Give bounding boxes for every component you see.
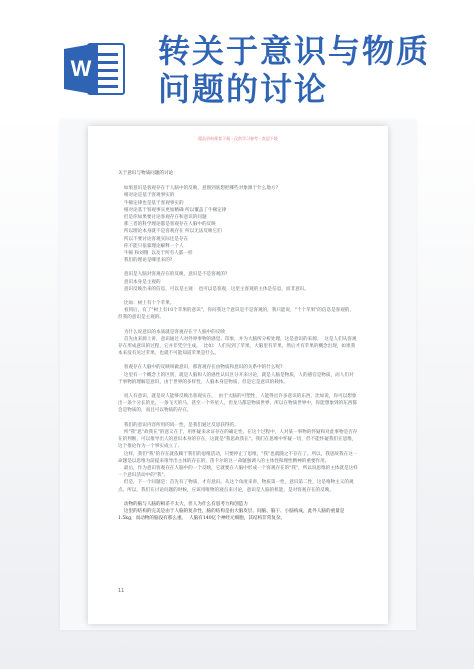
document-paragraph: 比如：树上有十个苹果。 看到后，有了"树上有10个苹果的意识"，你问我这个意识是不是客观的，我只能说，"十个苹果"的信息是客观的，但我的意识是主观的。: [118, 301, 355, 321]
word-logo-letter: W: [70, 56, 92, 81]
document-paragraph: 如果意识是客观存在于人脑中的反映，意图到底想把哪些对象源于什么地方? 相对论是基于客观事实的 牛顿定律也是基于客观事实的 相对论基于客观事实更加精确 所以覆盖了牛顿定律 但是你如果要讨论客观存在和意识的问题 那三者的科学理论都是客观存在人脑中的反映 所以理论本身就不是客观存在 所以无法反映它们 所以不要讨论客观实际还是存在 你不能只依靠理论解释一个人 牛顿 和刘翔 以及于所有人都一样 我们的理论是哪里来的?: [123, 186, 278, 264]
page-number: 11: [118, 588, 125, 594]
document-paragraph: 意识是人脑对客观存在的反映，意识是不是客观的? 意识本身是主观的 意识反映出来的信息，可以是主观 也可以是客观，这里主客观的主体是信息，而非意识。: [123, 272, 309, 292]
document-paragraph: 我们的意识内容所用的同一性，是我们通过反思获得的。 所"我"思"故我在"的意义在于，用怀疑来求证存在的确定性，在这个过程中，人对某一事物的怀疑和对此事物是否存在的判断，可以推导出人的意识本身的存在，这就是"我思故我在"。我们在思维中怀疑一切，但不能怀疑我们在思维，这个推论作为一个事实成立了。 这样，我们"我"的存在就依赖于我们的思维活动，只要停止了思维，"我"也就随之不存在了。所以，我思故我在这一命题是以思维为前提来推导出主体的存在的，笛卡尔的这一命题强调人的主体性和理性精神的重要作用。 最后，作为意识客观存在人脑中的一个反映，它就要在人脑中形成一个客观存在的"我"，所以说思维的主体就是这样一个意识活动中的"我"。 但是，下一个问题是：首先有了物质，才有意识。从这个角度来讲，物质第一性，意识第二性，这是唯物主义的观点。所以，我们在讨论问题的时候，应该用唯物的观点来讨论，意识是人脑的机能，是对客观存在的反映。: [118, 422, 358, 493]
document-paragraph: 动物的脑与人脑的相差不太大，但人为什么有思考力和创造力 这里的结构的完美是由于人脑的复杂性，脑的结构是由大脑皮层、间脑、脑干、小脑构成，此外人脑的重量是1.5kg，而动物的脑没有那么重。 人脑有140亿个神经元细胞，其结构非常复杂。: [118, 501, 345, 522]
page-title-line-2: 问题的讨论: [158, 70, 329, 108]
document-page: [88, 126, 388, 624]
banner: [0, 0, 474, 112]
word-icon: [64, 40, 126, 98]
page-title-line-1: 转关于意识与物质: [158, 32, 431, 70]
document-paragraph: 为什么说意识的本质就是客观存在于人脑中的反映 首先由来源上讲，意识通过人对外界事物的感觉、印象，并为大脑所分析处理，这是意识的来源。 这是人们从客观存在形成意识的过程，它并非凭空生成。 比如：人们见到了苹果，大脑里有苹果，然后才有苹果的概念出现，如果我本来没有见过苹果，也就不可能知道苹果是什么。: [118, 329, 357, 357]
page-header-note: 精品资料推荐下载 · 仅供学习参考 · 欢迎下载: [198, 136, 278, 141]
document-paragraph: 说人有意识，就是说人能够反映出客观实在。 由于大脑的可塑性，人能得出许多意识的东西，比如说，你可以想象出一条十分长的龙、一条飞天的马，甚至一个外星人，但龙马都是物质世界，所以在物质世界中，你能想象到的东西都会是物质的，而且可以物质的存在。: [118, 394, 357, 414]
document-paragraph: 客观存在人脑中的反映叫做意识，那客观存在由物质和意识的关系中的什么呢? 这里有一个概念上的区别，就是人脑和人的感性认识区分开来讨论，就是人脑是物质，人的感官是物质，而人们对于事物的理解是意识，由于世界的多样性，人脑本身是物质，但是它是意识的载体。: [118, 365, 354, 385]
document-title: 关于意识与物质问题的讨论: [118, 171, 174, 176]
document-body: [118, 170, 358, 525]
